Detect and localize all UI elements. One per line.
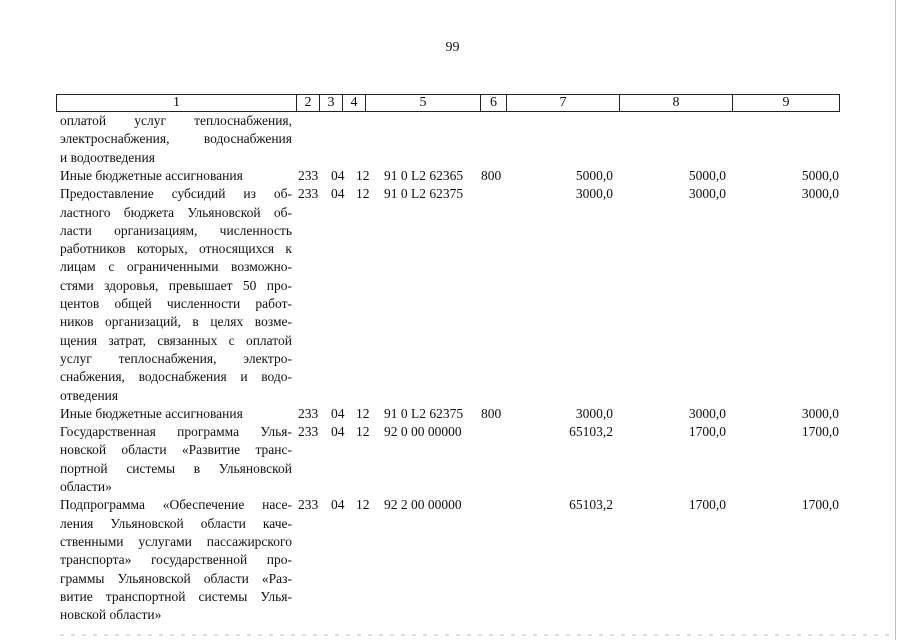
- row-description-line: новской области «Развитие транс-: [60, 442, 292, 458]
- row-col9-cell: 3000,0: [801, 186, 839, 202]
- row-col5-cell: 91 0 L2 62375: [384, 405, 464, 421]
- row-description-line: ластного бюджета Ульяновской об-: [60, 204, 292, 220]
- table-header: [56, 94, 840, 112]
- row-col5-cell: 92 0 00 00000: [384, 424, 462, 440]
- header-col-5: 5: [419, 95, 427, 110]
- row-col9-cell: 1700,0: [801, 497, 839, 513]
- row-col4-cell: 12: [356, 167, 370, 183]
- row-description-line: портной системы в Ульяновской: [60, 460, 292, 476]
- row-col5-cell: 91 0 L2 62375: [384, 186, 464, 202]
- row-col7-cell: 65103,2: [569, 497, 613, 513]
- row-col3-cell: 04: [331, 167, 345, 183]
- header-col-3: 3: [327, 95, 335, 110]
- row-col8-cell: 1700,0: [688, 424, 726, 440]
- row-description-line: работников которых, относящихся к: [60, 241, 292, 257]
- row-description-line: Иные бюджетные ассигнования: [60, 167, 243, 183]
- row-description-line: граммы Ульяновской области «Раз-: [60, 570, 292, 586]
- row-col8-cell: 5000,0: [688, 167, 726, 183]
- row-col9-cell: 1700,0: [801, 424, 839, 440]
- header-col-2: 2: [304, 95, 312, 110]
- row-description-line: Государственная программа Улья-: [60, 424, 292, 440]
- row-description-line: центов общей численности работ-: [60, 296, 292, 311]
- row-description-line: ления Ульяновской области каче-: [60, 515, 292, 531]
- row-col4-cell: 12: [356, 186, 370, 202]
- row-description-line: новской области»: [60, 607, 162, 623]
- row-description-line: ственными услугами пассажирского: [60, 533, 292, 549]
- row-col9-cell: 3000,0: [801, 405, 839, 421]
- page-number: 99: [445, 40, 460, 55]
- header-col-9: 9: [782, 95, 790, 110]
- row-col2-cell: 233: [298, 186, 319, 202]
- row-col5-cell: 91 0 L2 62365: [384, 167, 464, 183]
- row-description-line: транспорта» государственной про-: [60, 552, 292, 568]
- row-description-line: ников организаций, в целях возме-: [60, 314, 292, 330]
- row-col2-cell: 233: [298, 424, 319, 440]
- row-col5-cell: 92 2 00 00000: [384, 497, 462, 513]
- row-col4-cell: 12: [356, 497, 370, 513]
- header-col-8: 8: [672, 95, 680, 110]
- header-col-6: 6: [490, 95, 497, 110]
- row-col3-cell: 04: [331, 405, 345, 421]
- row-description-line: Предоставление субсидий из об-: [60, 186, 292, 202]
- row-description-line: ласти организациям, численность: [60, 222, 292, 238]
- scan-noise: [60, 634, 891, 636]
- row-col4-cell: 12: [356, 424, 370, 440]
- row-col3-cell: 04: [331, 186, 345, 202]
- header-col-7: 7: [559, 95, 567, 110]
- row-col8-cell: 1700,0: [688, 497, 726, 513]
- row-col7-cell: 3000,0: [575, 186, 613, 202]
- header-col-4: 4: [350, 95, 358, 110]
- row-col6-cell: 800: [481, 167, 502, 183]
- row-description-line: стями здоровья, превышает 50 про-: [60, 277, 292, 293]
- row-description-line: Подпрограмма «Обеспечение насе-: [60, 497, 292, 513]
- row-description-line: щения затрат, связанных с оплатой: [60, 332, 292, 348]
- row-col3-cell: 04: [331, 424, 345, 440]
- row-description-line: лицам с ограниченными возможно-: [60, 259, 292, 275]
- row-col8-cell: 3000,0: [688, 405, 726, 421]
- page-edge: [895, 0, 896, 640]
- row-description-line: и водоотведения: [60, 149, 155, 165]
- row-col6-cell: 800: [481, 405, 502, 421]
- row-col7-cell: 5000,0: [575, 167, 613, 183]
- row-col7-cell: 65103,2: [569, 424, 613, 440]
- row-col9-cell: 5000,0: [801, 167, 839, 183]
- row-col2-cell: 233: [298, 167, 319, 183]
- row-col3-cell: 04: [331, 497, 345, 513]
- row-description-line: снабжения, водоснабжения и водо-: [60, 369, 292, 385]
- row-description-line: витие транспортной системы Улья-: [60, 588, 292, 604]
- row-col2-cell: 233: [298, 405, 319, 421]
- row-description-line: отведения: [60, 387, 119, 403]
- row-description-line: услуг теплоснабжения, электро-: [60, 350, 292, 366]
- row-col8-cell: 3000,0: [688, 186, 726, 202]
- row-description-line: электроснабжения, водоснабжения: [60, 131, 292, 147]
- row-description-line: Иные бюджетные ассигнования: [60, 405, 243, 421]
- row-col7-cell: 3000,0: [575, 405, 613, 421]
- row-description-line: оплатой услуг теплоснабжения,: [60, 113, 292, 128]
- row-description-line: области»: [60, 479, 112, 494]
- row-col4-cell: 12: [356, 405, 370, 421]
- header-col-1: 1: [173, 95, 180, 110]
- row-col2-cell: 233: [298, 497, 319, 513]
